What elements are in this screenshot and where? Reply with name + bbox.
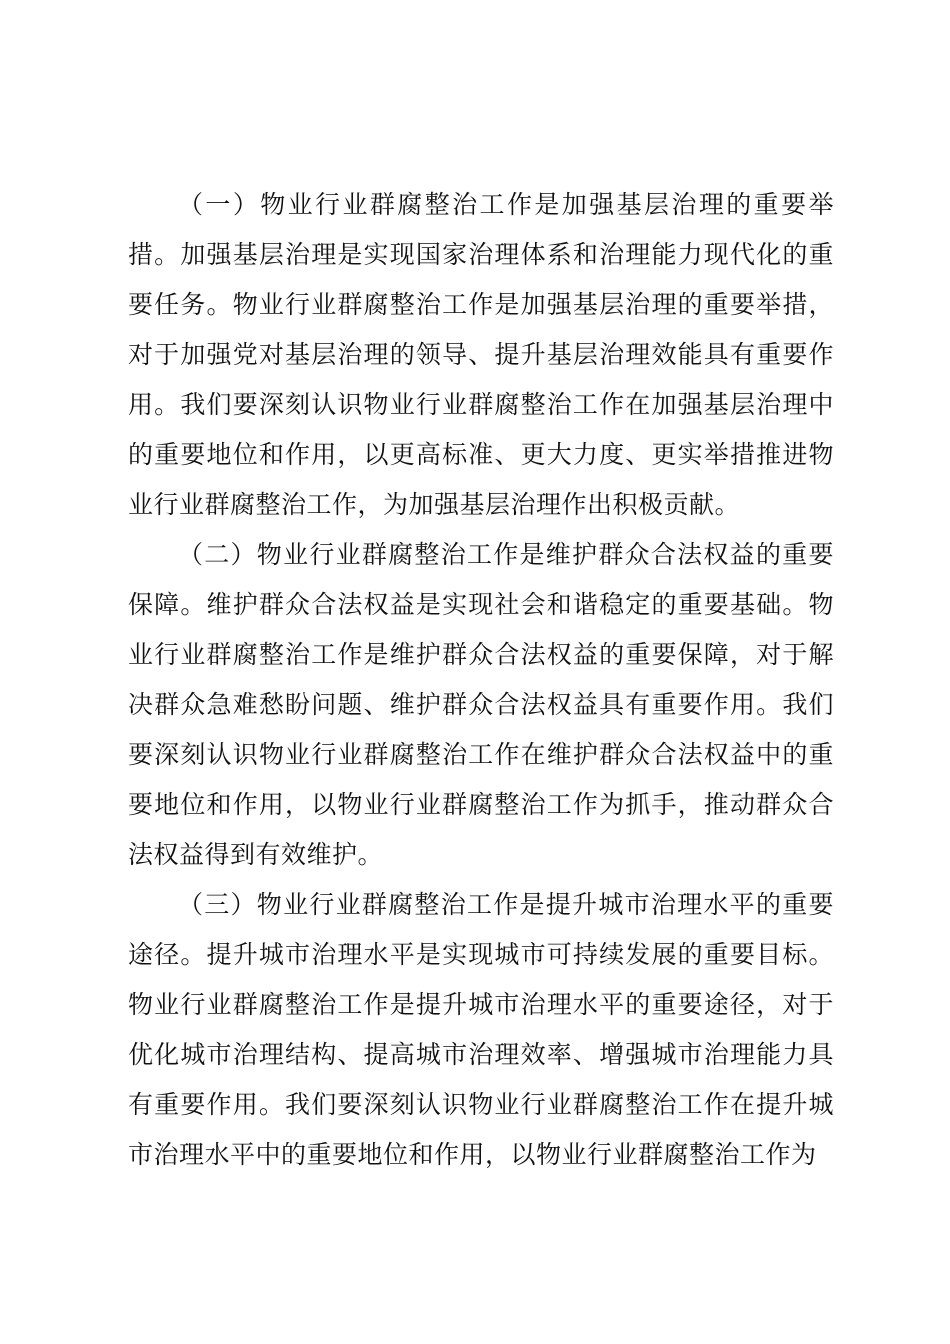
paragraph-section-3: （三）物业行业群腐整治工作是提升城市治理水平的重要途径。提升城市治理水平是实现城市可持续发展的重要目标。物业行业群腐整治工作是提升城市治理水平的重要途径，对于优化城市治理结构、提高城市治理效率、增强城市治理能力具有重要作用。我们要深刻认识物业行业群腐整治工作在提升城市治理水平中的重要地位和作用，以物业行业群腐整治工作为 (128, 890, 834, 1169)
paragraph-section-1: （一）物业行业群腐整治工作是加强基层治理的重要举措。加强基层治理是实现国家治理体系和治理能力现代化的重要任务。物业行业群腐整治工作是加强基层治理的重要举措，对于加强党对基层治理的领导、提升基层治理效能具有重要作用。我们要深刻认识物业行业群腐整治工作在加强基层治理中的重要地位和作用，以更高标准、更大力度、更实举措推进物业行业群腐整治工作，为加强基层治理作出积极贡献。 (128, 190, 834, 519)
document-body (128, 180, 834, 1180)
paragraph-section-2: （二）物业行业群腐整治工作是维护群众合法权益的重要保障。维护群众合法权益是实现社会和谐稳定的重要基础。物业行业群腐整治工作是维护群众合法权益的重要保障，对于解决群众急难愁盼问题、维护群众合法权益具有重要作用。我们要深刻认识物业行业群腐整治工作在维护群众合法权益中的重要地位和作用，以物业行业群腐整治工作为抓手，推动群众合法权益得到有效维护。 (128, 540, 834, 869)
